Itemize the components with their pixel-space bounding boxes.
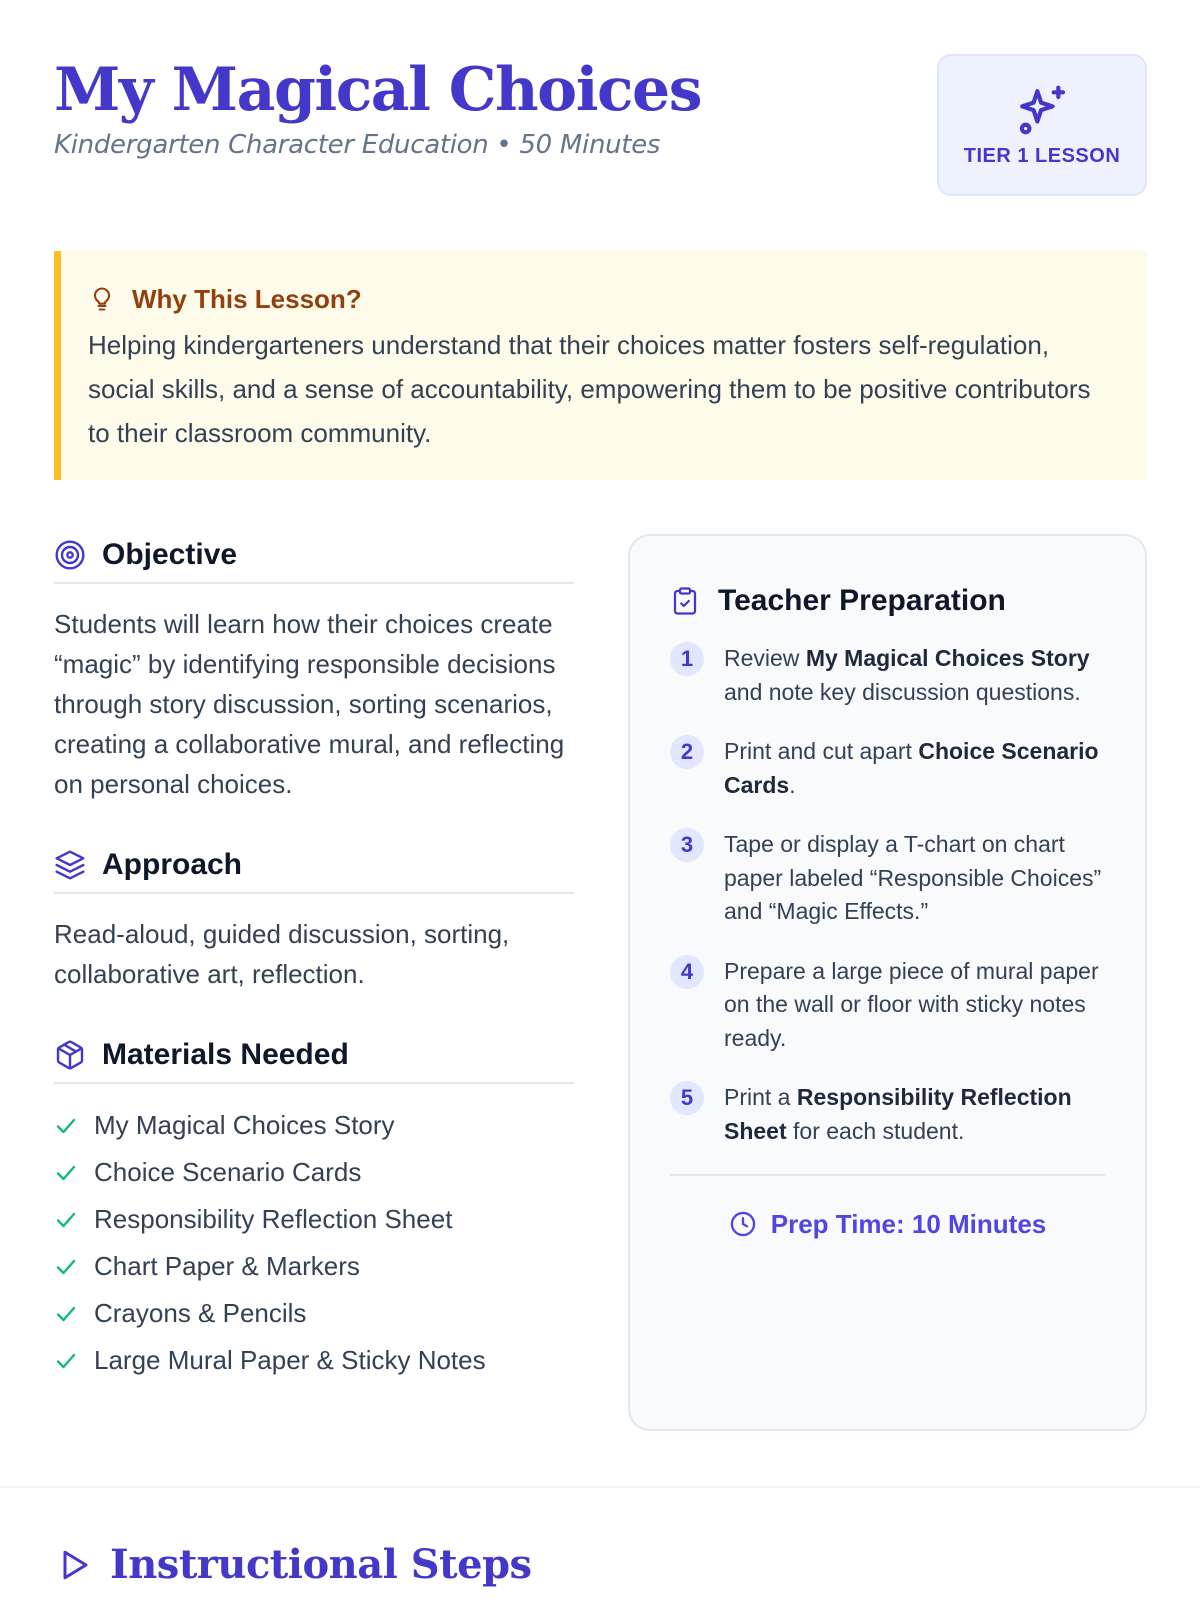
prep-step [670, 642, 1105, 709]
step-text-part: for each student. [786, 1117, 965, 1144]
step-text-part: . [789, 771, 796, 798]
prep-step [670, 735, 1105, 802]
objective-title: Objective [102, 538, 238, 571]
step-text [724, 828, 1105, 929]
tier-badge [937, 54, 1147, 196]
play-icon [56, 1545, 92, 1585]
check-icon [54, 1208, 78, 1232]
prep-step [670, 1081, 1105, 1148]
approach-heading [54, 840, 574, 894]
why-title: Why This Lesson? [132, 283, 362, 314]
step-text-part: and note key discussion questions. [724, 678, 1081, 705]
step-number: 5 [670, 1081, 704, 1115]
check-icon [54, 1161, 78, 1185]
layers-icon [54, 849, 86, 881]
prep-title: Teacher Preparation [718, 584, 1006, 617]
check-icon [54, 1114, 78, 1138]
list-item [54, 1337, 574, 1384]
target-icon [54, 539, 86, 571]
step-text [724, 642, 1105, 709]
step-text [724, 735, 1105, 802]
lesson-header [54, 50, 1147, 200]
step-text [724, 955, 1105, 1056]
package-icon [54, 1039, 86, 1071]
objective-section [54, 530, 574, 804]
step-text-part: Prepare a large piece of mural paper on the wall or floor with sticky notes ready. [724, 957, 1099, 1051]
check-icon [54, 1302, 78, 1326]
instructional-steps-heading [56, 1541, 532, 1588]
step-number: 3 [670, 828, 704, 862]
materials-list [54, 1102, 574, 1384]
approach-text: Read-aloud, guided discussion, sorting, collaborative art, reflection. [54, 919, 510, 989]
step-text-part: Print and cut apart [724, 738, 919, 764]
why-text: Helping kindergarteners understand that their choices matter fosters self-regulation, social skills, and a sense of accountability, empowering them to be positive contributors to their classroom community. [88, 330, 1091, 448]
step-number: 1 [670, 642, 704, 676]
list-item [54, 1196, 574, 1243]
approach-title: Approach [102, 848, 243, 881]
step-text-bold: Choice Scenario Cards [724, 738, 1099, 798]
page-subtitle: Kindergarten Character Education • 50 Minutes [54, 130, 661, 160]
prep-step [670, 955, 1105, 1056]
material-label: Crayons & Pencils [94, 1298, 307, 1328]
prep-step [670, 828, 1105, 929]
materials-heading [54, 1030, 574, 1084]
material-label: My Magical Choices Story [94, 1110, 395, 1140]
section-divider [0, 1486, 1200, 1488]
materials-title: Materials Needed [102, 1038, 349, 1071]
step-text-part: Tape or display a T-chart on chart paper labeled “Responsible Choices” and “Magic Effects.” [724, 831, 1102, 924]
lightbulb-icon [88, 284, 116, 314]
material-label: Responsibility Reflection Sheet [94, 1204, 453, 1234]
objective-heading [54, 530, 574, 584]
why-this-lesson-callout [54, 251, 1147, 480]
step-number: 2 [670, 735, 704, 769]
step-text-bold: Responsibility Reflection Sheet [724, 1084, 1072, 1144]
teacher-preparation-card [628, 534, 1147, 1431]
page-title: My Magical Choices [54, 55, 701, 125]
list-item [54, 1290, 574, 1337]
clock-icon [729, 1210, 757, 1238]
prep-time [670, 1176, 1105, 1272]
prep-time-label: Prep Time: 10 Minutes [770, 1208, 1047, 1239]
step-text-part: Review [724, 645, 806, 671]
step-text-part: Print a [724, 1084, 797, 1110]
approach-section [54, 840, 574, 994]
why-heading [88, 277, 1117, 321]
materials-section [54, 1030, 574, 1384]
prep-heading [670, 580, 1105, 622]
check-icon [54, 1255, 78, 1279]
instructional-steps-title: Instructional Steps [110, 1541, 532, 1588]
objective-text: Students will learn how their choices create “magic” by identifying responsible decisions through story discussion, sorting scenarios, creating a collaborative mural, and reflecting on personal choices. [54, 609, 565, 799]
tier-label: TIER 1 LESSON [963, 144, 1121, 167]
step-text-bold: My Magical Choices Story [805, 645, 1090, 671]
step-number: 4 [670, 955, 704, 989]
sparkles-icon [1014, 83, 1070, 139]
material-label: Large Mural Paper & Sticky Notes [94, 1345, 486, 1375]
check-icon [54, 1349, 78, 1373]
material-label: Choice Scenario Cards [94, 1157, 362, 1187]
list-item [54, 1102, 574, 1149]
list-item [54, 1243, 574, 1290]
clipboard-check-icon [670, 584, 700, 618]
lesson-overview-column [54, 530, 574, 1420]
step-text [724, 1081, 1105, 1148]
material-label: Chart Paper & Markers [94, 1251, 360, 1281]
list-item [54, 1149, 574, 1196]
